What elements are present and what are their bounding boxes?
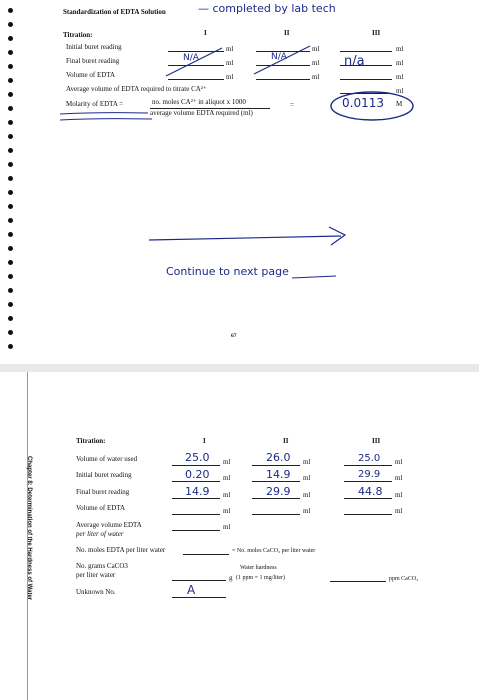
blank-line: [172, 597, 226, 598]
blank-line: [172, 530, 220, 531]
unit-label: ml: [395, 507, 403, 515]
blank-line: [172, 514, 220, 515]
unit-label: ml: [303, 474, 311, 482]
handwritten-na-col1: N/A: [183, 53, 199, 63]
underline-stroke: [60, 119, 152, 120]
binder-hole: [8, 8, 13, 13]
binder-hole: [8, 232, 13, 237]
chapter-title: Chapter 8: Determination of the Hardness of Water: [26, 456, 32, 601]
water-volume-2: 26.0: [266, 451, 291, 464]
underline-stroke: [292, 276, 336, 278]
binder-hole: [8, 162, 13, 167]
unit-label: ml: [395, 474, 403, 482]
na-strike-marks: [160, 40, 330, 90]
column-header-3: III: [372, 437, 381, 445]
column-header-1: I: [203, 437, 206, 445]
blank-line: [330, 581, 386, 582]
binder-hole: [8, 92, 13, 97]
binder-hole: [8, 260, 13, 265]
binder-hole: [8, 50, 13, 55]
row-label-volume-edta: Volume of EDTA: [76, 504, 126, 512]
blank-line: [344, 481, 392, 482]
titration-label: Titration:: [63, 31, 93, 39]
average-volume-label: Average volume of EDTA required to titrate CA²⁺: [66, 85, 207, 93]
unit-label: ml: [223, 507, 231, 515]
row-label-final: Final buret reading: [76, 488, 130, 496]
binder-hole: [8, 22, 13, 27]
column-header-2: II: [284, 29, 290, 37]
molarity-denominator: average volume EDTA required (ml): [150, 109, 253, 117]
blank-line: [172, 580, 226, 581]
grams-unit: g: [229, 574, 233, 582]
binder-hole: [8, 120, 13, 125]
row-label-volume: Volume of EDTA: [66, 71, 116, 79]
molarity-unit: M: [396, 100, 403, 108]
grams-caco3-label: No. grams CaCO3: [76, 562, 128, 570]
binder-hole: [8, 148, 13, 153]
row-label-initial: Initial buret reading: [76, 471, 132, 479]
unit-label: ml: [396, 59, 404, 67]
blank-line: [252, 465, 300, 466]
unit-label: ml: [226, 73, 234, 81]
initial-reading-2: 14.9: [266, 468, 291, 481]
unit-label: ml: [303, 491, 311, 499]
section-title: Standardization of EDTA Solution: [63, 8, 166, 16]
blank-line: [172, 481, 220, 482]
unit-label: ml: [396, 45, 404, 53]
row-label-water: Volume of water used: [76, 455, 138, 463]
binder-hole: [8, 218, 13, 223]
molarity-label: Molarity of EDTA =: [66, 100, 124, 108]
unit-label: ml: [312, 45, 320, 53]
handwritten-na-col2: N/A: [271, 52, 287, 62]
molarity-numerator: no. moles CA²⁺ in aliquot x 1000: [152, 98, 246, 106]
binder-hole: [8, 64, 13, 69]
unit-label: ml: [223, 491, 231, 499]
ppm-unit: ppm CaCO₃: [389, 576, 419, 582]
final-reading-1: 14.9: [185, 485, 210, 498]
hardness-conversion: (1 ppm = 1 mg/liter): [236, 575, 286, 581]
row-label-average: Average volume EDTA: [76, 521, 142, 529]
unknown-number-label: Unknown No.: [76, 588, 116, 596]
initial-reading-3: 29.9: [358, 469, 381, 480]
final-reading-3: 44.8: [358, 485, 383, 498]
unit-label: ml: [312, 59, 320, 67]
equals-sign: =: [290, 101, 294, 109]
binder-hole: [8, 344, 13, 349]
arrow-shaft: [149, 236, 341, 240]
moles-caco3-label: = No. moles CaCO₃ per liter water: [232, 548, 316, 554]
unit-label: ml: [223, 458, 231, 466]
binder-hole: [8, 330, 13, 335]
handwritten-underline: [58, 108, 178, 124]
unit-label: ml: [223, 474, 231, 482]
blank-line: [252, 514, 300, 515]
unit-label: ml: [226, 45, 234, 53]
column-header-2: II: [283, 437, 289, 445]
final-reading-2: 29.9: [266, 485, 291, 498]
row-label-initial: Initial buret reading: [66, 43, 122, 51]
binder-hole: [8, 36, 13, 41]
note-underline: [290, 272, 340, 282]
handwritten-arrow: [145, 218, 355, 248]
handwritten-na-col3: n/a: [344, 54, 365, 69]
moles-edta-label: No. moles EDTA per liter water: [76, 546, 166, 554]
binder-hole: [8, 246, 13, 251]
blank-line: [252, 498, 300, 499]
binder-hole: [8, 190, 13, 195]
blank-line: [340, 51, 392, 52]
unit-label: ml: [395, 491, 403, 499]
unit-label: ml: [312, 73, 320, 81]
molarity-value: 0.0113: [342, 96, 384, 110]
chapter-sidebar: [22, 372, 34, 700]
blank-line: [344, 514, 392, 515]
binder-hole: [8, 78, 13, 83]
blank-line: [183, 554, 229, 555]
binder-hole: [8, 316, 13, 321]
unit-label: ml: [303, 458, 311, 466]
column-header-3: III: [372, 29, 381, 37]
hardness-label: Water hardness: [240, 565, 277, 571]
binder-hole: [8, 204, 13, 209]
initial-reading-1: 0.20: [185, 468, 210, 481]
unit-label: ml: [303, 507, 311, 515]
grams-caco3-sub: per liter water: [76, 571, 116, 579]
unit-label: ml: [223, 523, 231, 531]
binder-hole: [8, 134, 13, 139]
page-number: 67: [231, 333, 237, 339]
column-header-1: I: [204, 29, 207, 37]
continue-note: Continue to next page: [166, 265, 289, 278]
unit-label: ml: [396, 73, 404, 81]
blank-line: [344, 465, 392, 466]
handwritten-annotation: — completed by lab tech: [198, 2, 336, 15]
blank-line: [172, 465, 220, 466]
unit-label: ml: [395, 458, 403, 466]
binder-hole: [8, 288, 13, 293]
worksheet-page-2: [0, 372, 479, 700]
binder-hole: [8, 106, 13, 111]
binder-hole: [8, 274, 13, 279]
binder-hole: [8, 176, 13, 181]
titration-label: Titration:: [76, 437, 106, 445]
blank-line: [252, 481, 300, 482]
unit-label: ml: [396, 87, 404, 95]
water-volume-1: 25.0: [185, 451, 210, 464]
blank-line: [344, 498, 392, 499]
blank-line: [340, 79, 392, 80]
water-volume-3: 25.0: [358, 453, 381, 464]
row-label-average-sub: per liter of water: [76, 530, 124, 538]
unit-label: ml: [226, 59, 234, 67]
blank-line: [172, 498, 220, 499]
unknown-number-value: A: [187, 583, 196, 597]
binder-hole: [8, 302, 13, 307]
row-label-final: Final buret reading: [66, 57, 120, 65]
underline-stroke: [60, 113, 148, 114]
